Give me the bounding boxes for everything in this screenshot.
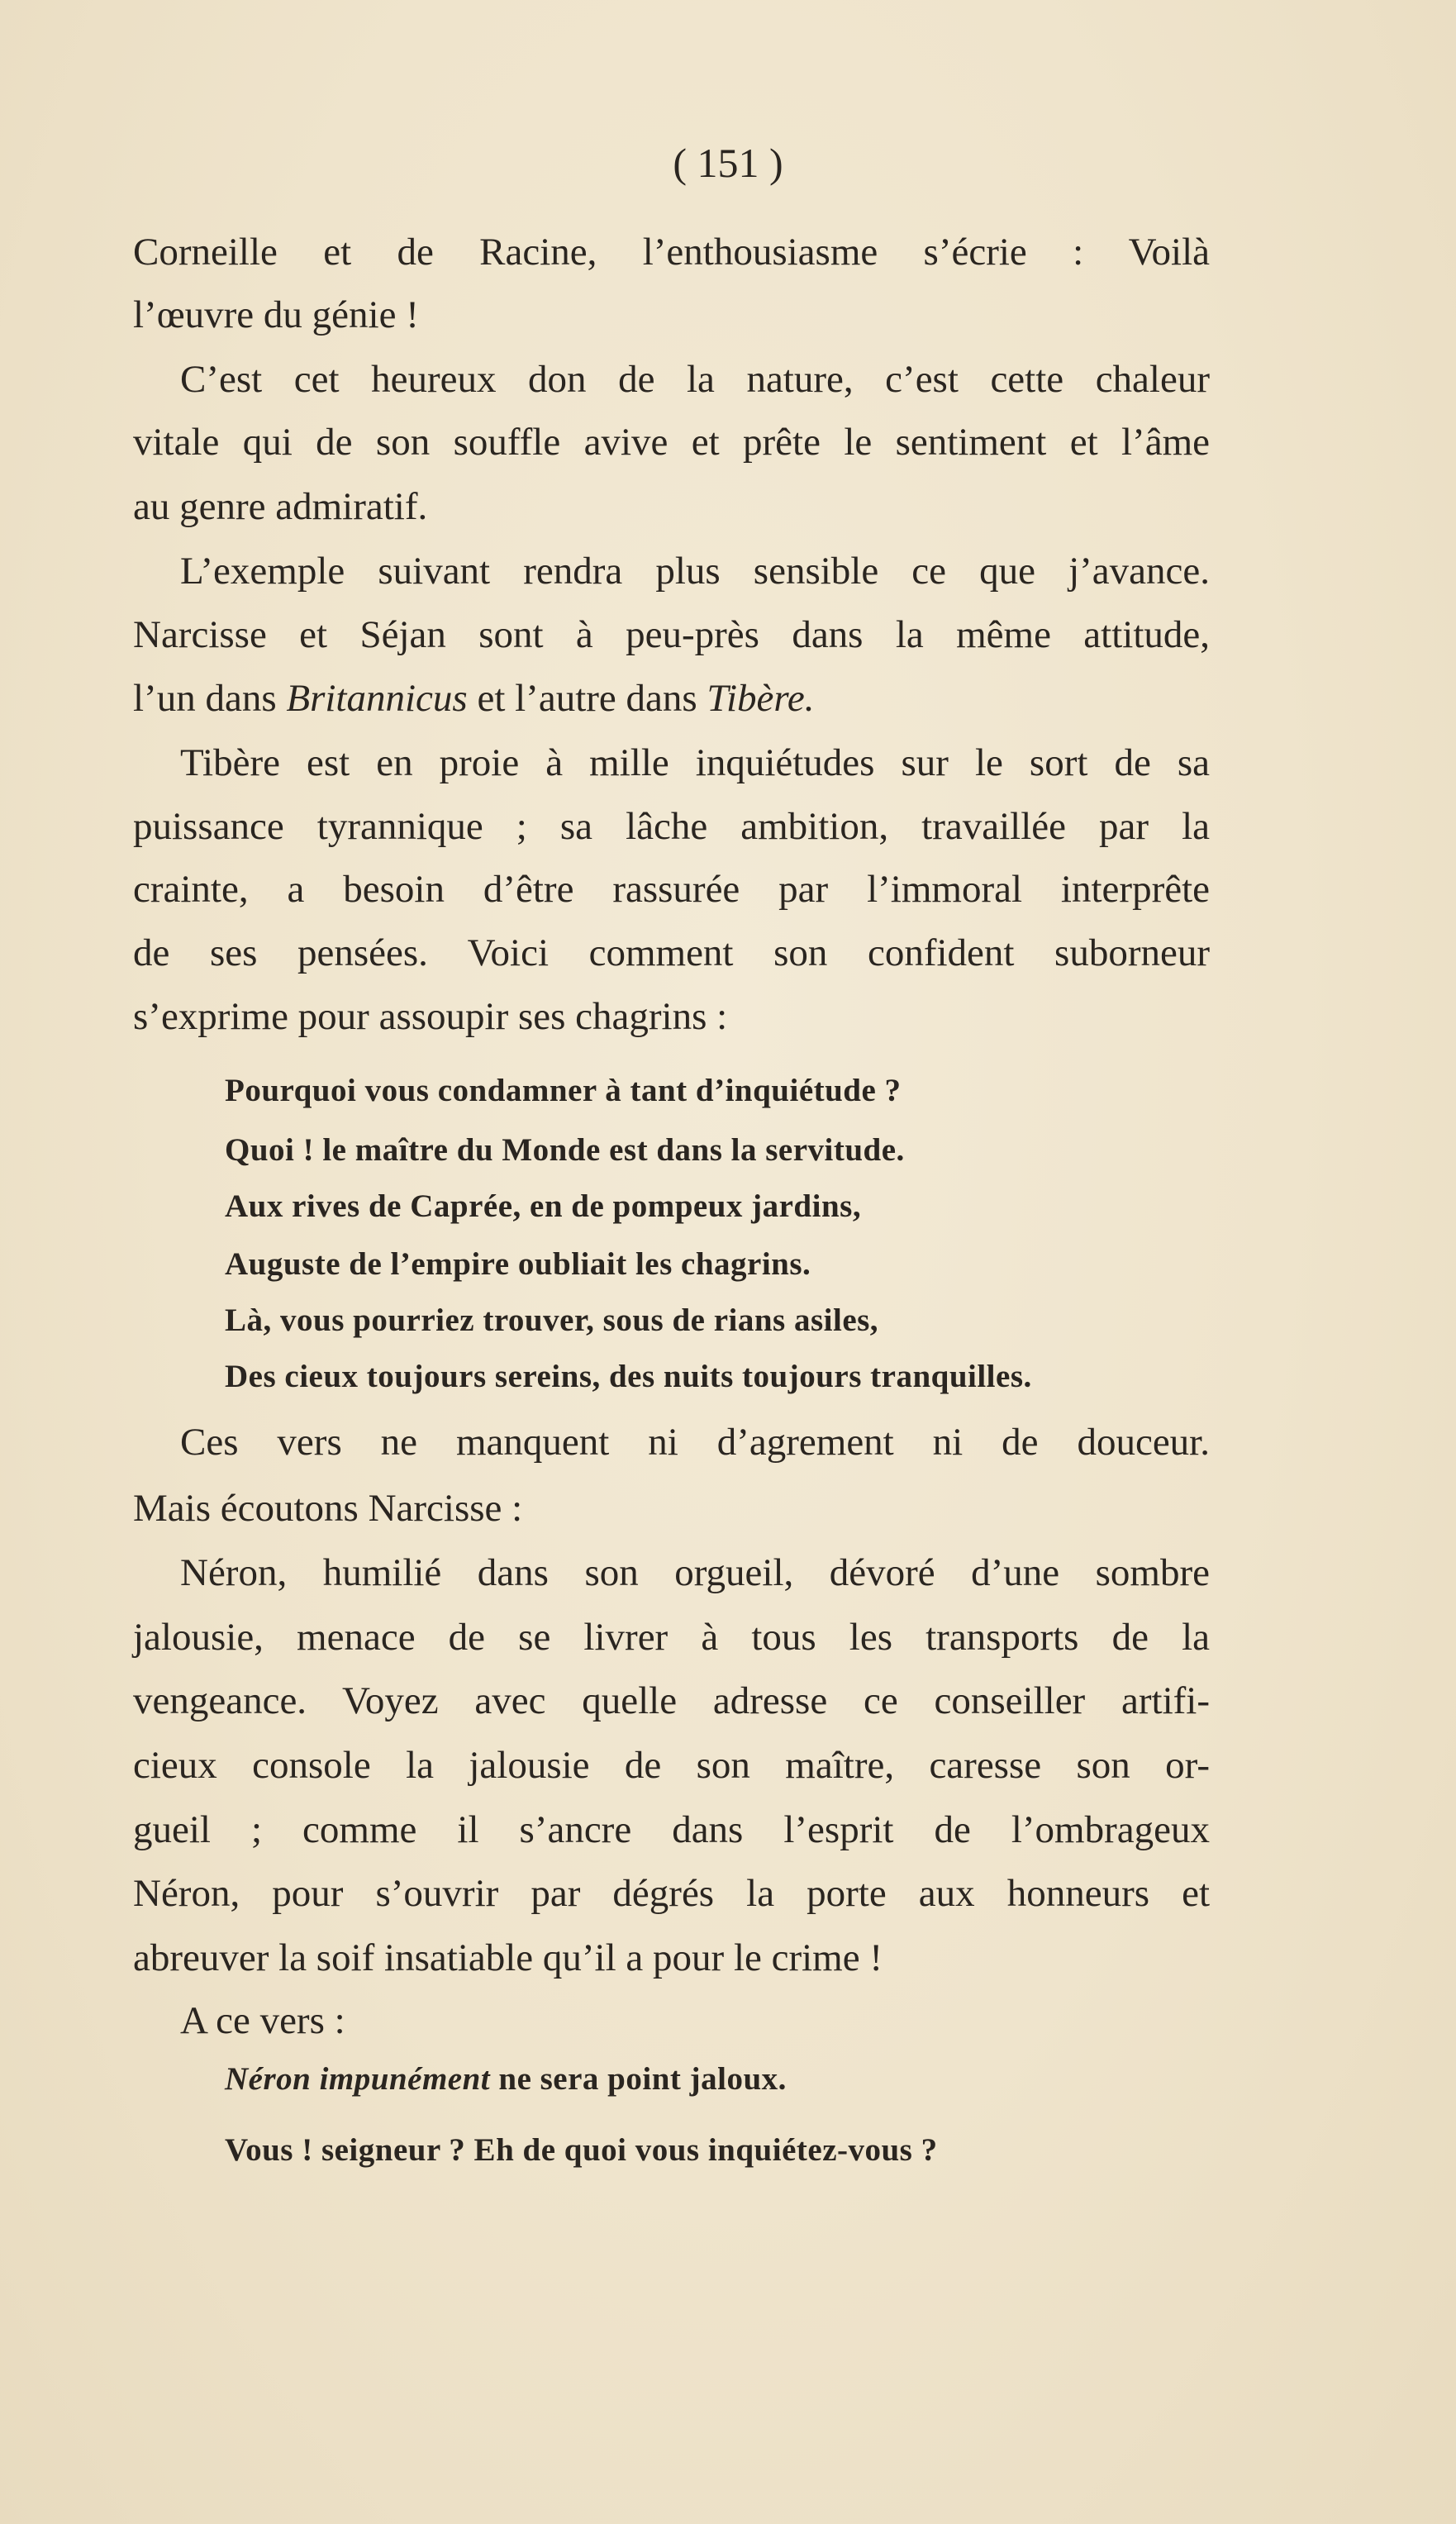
text-line-7: Narcisse et Séjan sont à peu-près dans la même attitude, [133,613,1210,656]
text-line-20: gueil ; comme il s’ancre dans l’esprit de l’ombrageux [133,1808,1210,1851]
verse-line-5: Là, vous pourriez trouver, sous de rians asiles, [225,1302,879,1338]
verse-line-6: Des cieux toujours sereins, des nuits toujours tranquilles. [225,1359,1032,1394]
verse-line-7 [225,2063,787,2095]
text-line-12: de ses pensées. Voici comment son confident suborneur [133,931,1210,974]
verse-line-3: Aux rives de Caprée, en de pompeux jardins, [225,1188,862,1224]
title-britannicus: Britannicus [286,677,468,720]
text-line-23: A ce vers : [180,1999,345,2042]
title-tibere: Tibère. [707,677,815,720]
verse-line-7-rest: ne sera point jaloux. [490,2061,787,2097]
text-line-4: vitale qui de son souffle avive et prête le sentiment et l’âme [133,421,1210,464]
text-line-5: au genre admiratif. [133,485,428,528]
text-line-17: jalousie, menace de se livrer à tous les transports de la [133,1616,1210,1659]
text-line-19: cieux console la jalousie de son maître, caresse son or- [133,1744,1210,1787]
text-line-18: vengeance. Voyez avec quelle adresse ce conseiller artifi- [133,1679,1210,1722]
verse-line-8: Vous ! seigneur ? Eh de quoi vous inquiétez-vous ? [225,2132,938,2168]
verse-line-4: Auguste de l’empire oubliait les chagrins. [225,1246,811,1282]
verse-line-1: Pourquoi vous condamner à tant d’inquiétude ? [225,1073,902,1108]
text-line-13: s’exprime pour assoupir ses chagrins : [133,995,728,1038]
verse-line-7-italic: Néron impunément [225,2061,491,2097]
text-line-8-b: et l’autre dans [467,677,707,720]
text-line-1: Corneille et de Racine, l’enthousiasme s’écrie : Voilà [133,231,1210,274]
text-line-11: crainte, a besoin d’être rassurée par l’immoral interprête [133,868,1210,911]
text-line-9: Tibère est en proie à mille inquiétudes sur le sort de sa [180,741,1210,784]
page-number: ( 151 ) [673,140,783,186]
text-line-8-a: l’un dans [133,677,287,720]
text-line-8 [133,679,815,718]
text-line-22: abreuver la soif insatiable qu’il a pour le crime ! [133,1936,883,1979]
text-line-3: C’est cet heureux don de la nature, c’est cette chaleur [180,358,1210,401]
text-line-2: l’œuvre du génie ! [133,293,419,336]
text-line-16: Néron, humilié dans son orgueil, dévoré d’une sombre [180,1551,1210,1594]
verse-line-2: Quoi ! le maître du Monde est dans la servitude. [225,1132,905,1168]
text-line-15: Mais écoutons Narcisse : [133,1487,523,1530]
text-line-14: Ces vers ne manquent ni d’agrement ni de douceur. [180,1421,1210,1464]
text-line-6: L’exemple suivant rendra plus sensible ce que j’avance. [180,550,1210,593]
text-line-10: puissance tyrannique ; sa lâche ambition, travaillée par la [133,805,1210,848]
text-line-21: Néron, pour s’ouvrir par dégrés la porte aux honneurs et [133,1872,1210,1915]
